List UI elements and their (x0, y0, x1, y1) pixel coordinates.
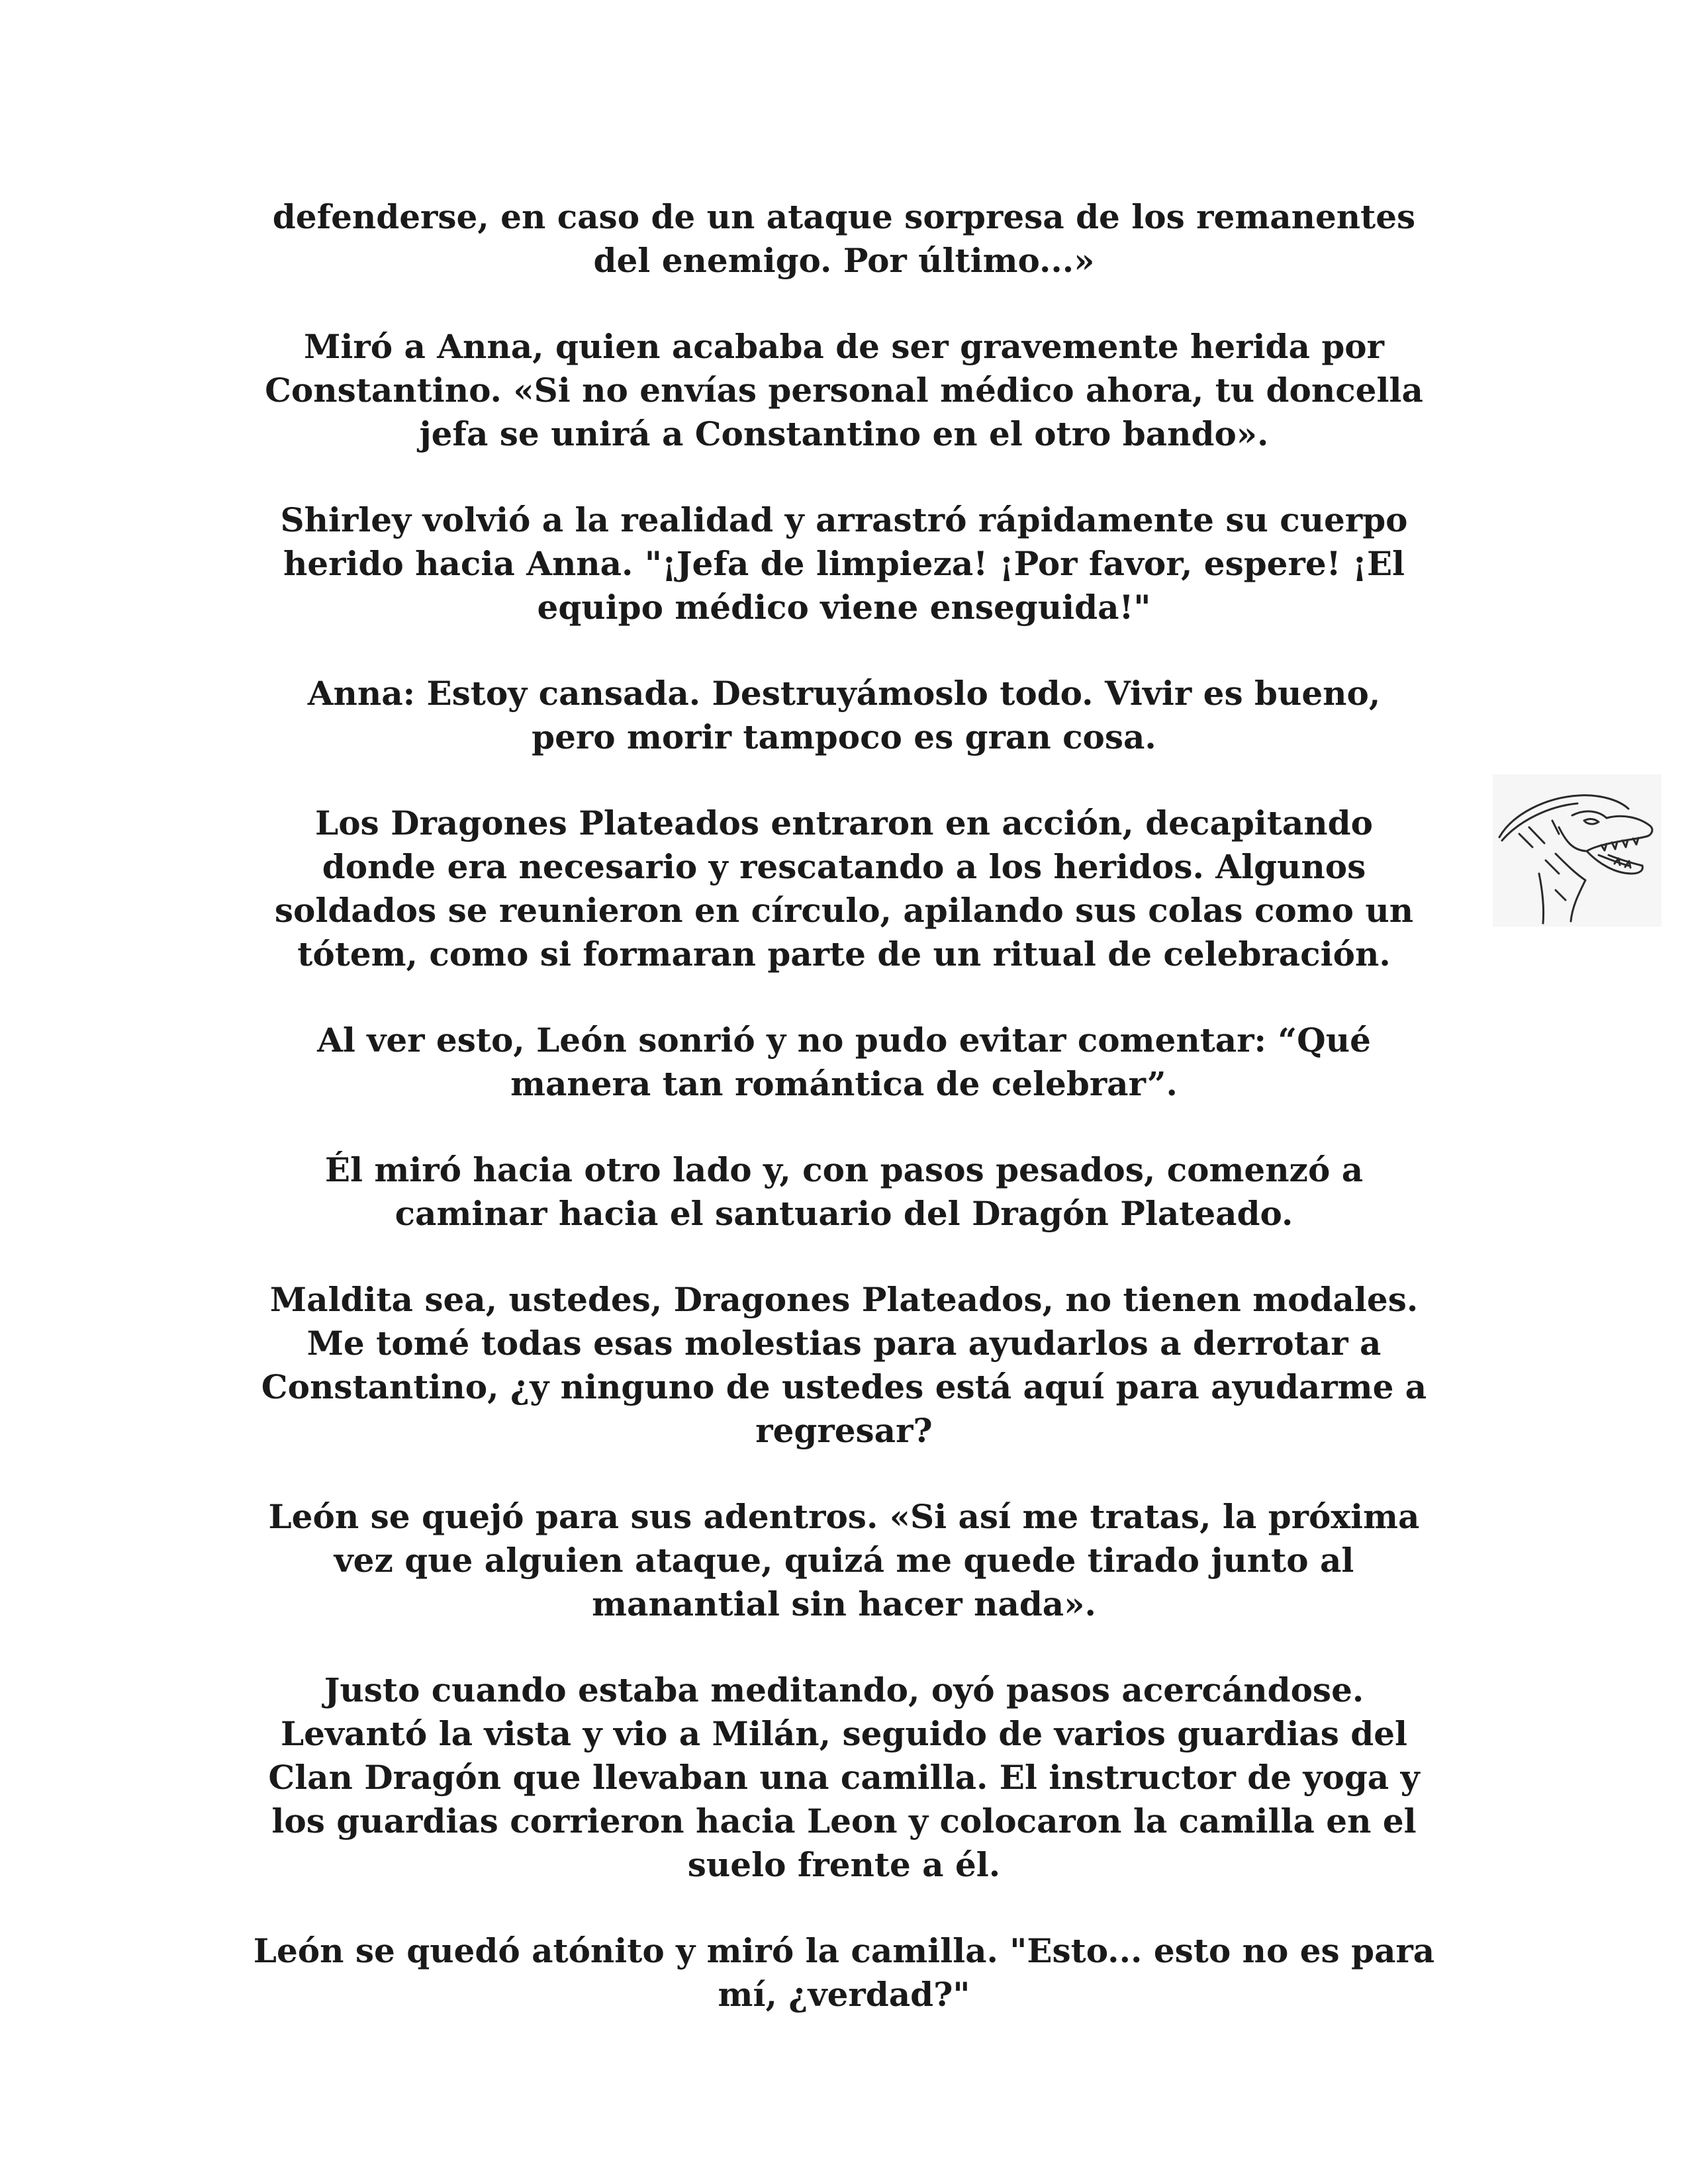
text-line: León se quejó para sus adentros. «Si así me tratas, la próxima (268, 1497, 1420, 1536)
dinosaur-sketch-icon (1493, 774, 1662, 927)
text-line: Los Dragones Plateados entraron en acción, decapitando (315, 803, 1373, 842)
text-line: Shirley volvió a la realidad y arrastró rápidamente su cuerpo (280, 500, 1408, 539)
text-line: caminar hacia el santuario del Dragón Plateado. (395, 1194, 1293, 1233)
text-line: Justo cuando estaba meditando, oyó pasos acercándose. (324, 1670, 1364, 1709)
text-line: tótem, como si formaran parte de un ritual de celebración. (297, 934, 1391, 974)
paragraph (225, 1278, 1463, 1453)
text-line: Maldita sea, ustedes, Dragones Plateados, no tienen modales. (269, 1280, 1419, 1319)
paragraph (225, 195, 1463, 283)
paragraph (225, 1495, 1463, 1626)
paragraph (225, 498, 1463, 629)
text-line: herido hacia Anna. "¡Jefa de limpieza! ¡Por favor, espere! ¡El (283, 544, 1405, 583)
text-line: manantial sin hacer nada». (592, 1584, 1096, 1623)
text-line: jefa se unirá a Constantino en el otro bando». (419, 414, 1269, 453)
text-line: Me tomé todas esas molestias para ayudarlos a derrotar a (306, 1324, 1382, 1363)
paragraph (225, 325, 1463, 456)
text-line: Él miró hacia otro lado y, con pasos pesados, comenzó a (324, 1150, 1364, 1189)
paragraph (225, 801, 1463, 976)
text-line: manera tan romántica de celebrar”. (510, 1064, 1178, 1103)
text-line: Al ver esto, León sonrió y no pudo evitar comentar: “Qué (317, 1021, 1371, 1060)
text-line: suelo frente a él. (687, 1845, 1001, 1884)
paragraph (225, 1929, 1463, 2017)
text-line: pero morir tampoco es gran cosa. (532, 717, 1156, 756)
text-line: Miró a Anna, quien acababa de ser gravemente herida por (304, 327, 1384, 366)
text-line: del enemigo. Por último...» (593, 241, 1095, 280)
paragraph (225, 672, 1463, 759)
text-line: los guardias corrieron hacia Leon y colocaron la camilla en el (271, 1801, 1417, 1841)
text-line: Anna: Estoy cansada. Destruyámoslo todo. Vivir es bueno, (307, 674, 1381, 713)
text-line: regresar? (755, 1411, 933, 1450)
text-line: vez que alguien ataque, quizá me quede tirado junto al (334, 1541, 1354, 1580)
text-line: León se quedó atónito y miró la camilla. "Esto... esto no es para (253, 1931, 1435, 1970)
text-line: Clan Dragón que llevaban una camilla. El instructor de yoga y (268, 1758, 1420, 1797)
paragraph (225, 1148, 1463, 1236)
text-line: soldados se reunieron en círculo, apilando sus colas como un (274, 891, 1414, 930)
text-line: Constantino, ¿y ninguno de ustedes está aquí para ayudarme a (261, 1367, 1427, 1406)
text-line: mí, ¿verdad?" (718, 1975, 970, 2014)
text-line: defenderse, en caso de un ataque sorpresa de los remanentes (272, 197, 1416, 236)
text-line: equipo médico viene enseguida!" (537, 588, 1151, 627)
text-line: Levantó la vista y vio a Milán, seguido de varios guardias del (280, 1714, 1408, 1753)
text-line: Constantino. «Si no envías personal médico ahora, tu doncella (265, 371, 1423, 410)
text-line: donde era necesario y rescatando a los heridos. Algunos (322, 847, 1366, 886)
paragraph (225, 1019, 1463, 1106)
paragraph (225, 1668, 1463, 1887)
story-text (225, 195, 1463, 2059)
